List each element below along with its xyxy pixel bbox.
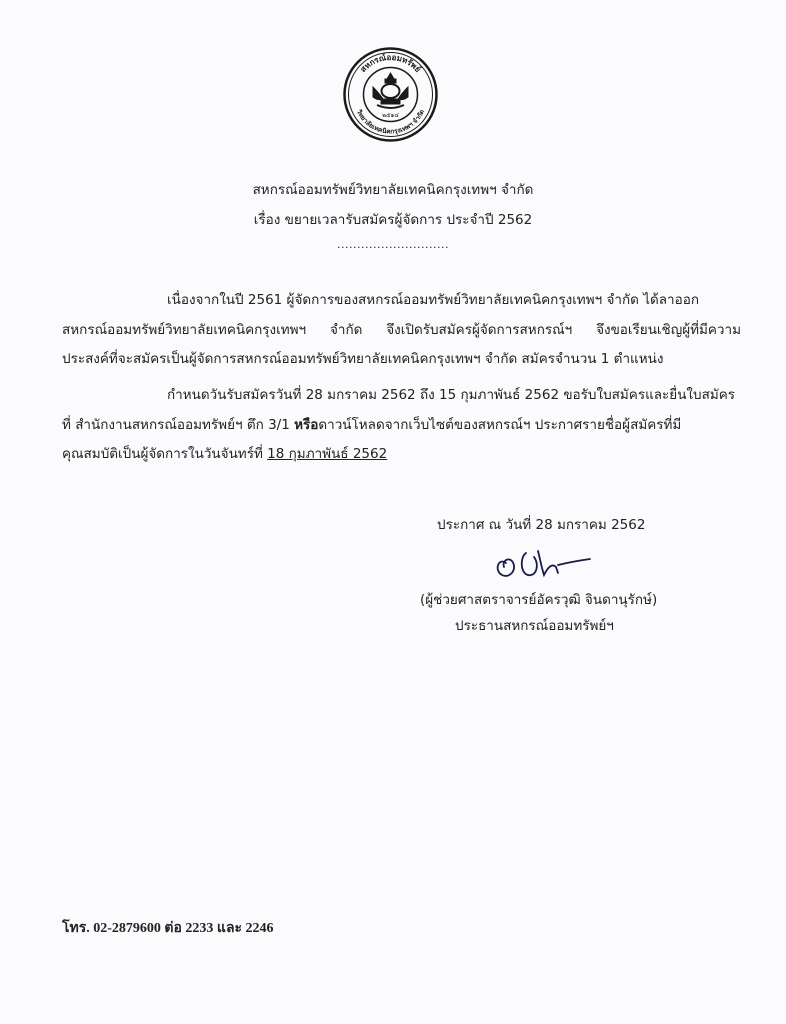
para1-line2: สหกรณ์ออมทรัพย์วิทยาลัยเทคนิคกรุงเทพฯ จำกัด จึงเปิดรับสมัครผู้จัดการสหกรณ์ฯ จึงขอเรียนเชิญผู้ที่มีความ <box>62 322 741 338</box>
signer-name: (ผู้ช่วยศาสตราจารย์อัครวุฒิ จินดานุรักษ์) <box>420 592 658 608</box>
footer-phone: โทร. 02-2879600 ต่อ 2233 และ 2246 <box>62 921 274 936</box>
seal-year: ๒๕๑๔ <box>382 112 399 119</box>
seal-bottom-text: วิทยาลัยเทคนิคกรุงเทพฯ จำกัด <box>354 108 427 136</box>
cooperative-seal-icon <box>343 47 438 142</box>
seal-top-text: สหกรณ์ออมทรัพย์ <box>358 52 423 75</box>
divider-dots: ............................ <box>337 238 449 251</box>
para2-line1: กำหนดวันรับสมัครวันที่ 28 มกราคม 2562 ถึง 15 กุมภาพันธ์ 2562 ขอรับใบสมัครและยื่นใบสมัคร <box>167 387 736 403</box>
para1-line1: เนื่องจากในปี 2561 ผู้จัดการของสหกรณ์ออมทรัพย์วิทยาลัยเทคนิคกรุงเทพฯ จำกัด ได้ลาออก <box>167 292 699 308</box>
signer-title: ประธานสหกรณ์ออมทรัพย์ฯ <box>455 618 614 634</box>
announcement-date: ประกาศ ณ วันที่ 28 มกราคม 2562 <box>437 517 646 533</box>
para2-line2-end: ดาวน์โหลดจากเว็บไซต์ของสหกรณ์ฯ ประกาศรายชื่อผู้สมัครที่มี <box>318 417 682 433</box>
signature-icon <box>492 543 592 585</box>
para1-line3: ประสงค์ที่จะสมัครเป็นผู้จัดการสหกรณ์ออมทรัพย์วิทยาลัยเทคนิคกรุงเทพฯ จำกัด สมัครจำนวน 1 ตำแหน่ง <box>62 351 664 367</box>
organization-name: สหกรณ์ออมทรัพย์วิทยาลัยเทคนิคกรุงเทพฯ จำกัด <box>252 182 534 198</box>
para2-line2 <box>62 416 741 434</box>
subject-line: เรื่อง ขยายเวลารับสมัครผู้จัดการ ประจำปี 2562 <box>253 212 533 228</box>
announcement-date-underlined: 18 กุมภาพันธ์ 2562 <box>267 446 388 462</box>
para2-line2-start: ที่ สำนักงานสหกรณ์ออมทรัพย์ฯ ตึก 3/1 <box>62 417 295 433</box>
para2-line3 <box>62 445 387 463</box>
para2-line3-start: คุณสมบัติเป็นผู้จัดการในวันจันทร์ที่ <box>62 446 268 462</box>
para2-or-bold: หรือ <box>294 417 319 433</box>
